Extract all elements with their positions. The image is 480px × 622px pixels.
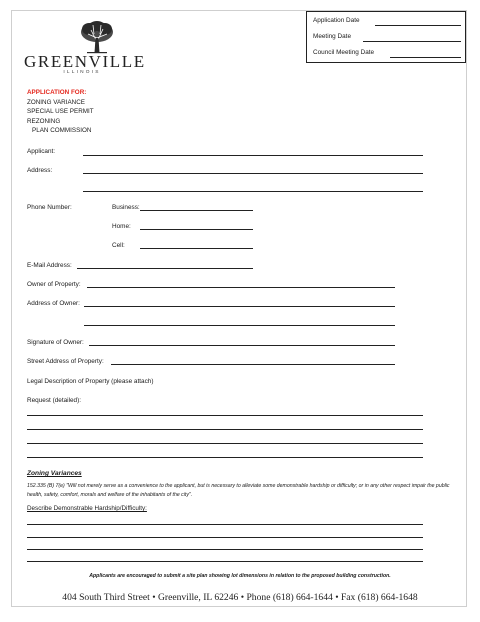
logo-subtitle: ILLINOIS (63, 70, 101, 75)
request-line-2[interactable] (27, 429, 423, 430)
application-date-row (313, 15, 465, 31)
business-phone-line[interactable] (140, 210, 253, 211)
option-special-use-permit[interactable]: SPECIAL USE PERMIT (27, 108, 94, 116)
signature-line[interactable] (89, 345, 395, 346)
site-plan-note: Applicants are encouraged to submit a site plan showing lot dimensions in relation to the proposed building construction. (89, 573, 391, 579)
street-address-label: Street Address of Property: (27, 358, 104, 365)
describe-hardship-label: Describe Demonstrable Hardship/Difficulty: (27, 505, 147, 512)
address-line-2[interactable] (83, 191, 423, 192)
business-phone-label: Business: (112, 204, 140, 211)
zoning-variances-title: Zoning Variances (27, 470, 82, 477)
signature-label: Signature of Owner: (27, 339, 84, 346)
council-meeting-date-line[interactable] (390, 57, 461, 58)
owner-address-label: Address of Owner: (27, 300, 80, 307)
application-date-line[interactable] (375, 25, 461, 26)
hardship-line-4[interactable] (27, 561, 423, 562)
option-rezoning[interactable]: REZONING (27, 117, 61, 125)
address-label: Address: (27, 167, 53, 174)
meeting-date-row (313, 31, 465, 47)
cell-phone-label: Cell: (112, 242, 125, 249)
application-date-label: Application Date (313, 17, 360, 24)
street-address-line[interactable] (111, 364, 395, 365)
tree-icon (79, 20, 115, 54)
option-zoning-variance[interactable]: ZONING VARIANCE (27, 98, 85, 106)
option-plan-commission[interactable]: PLAN COMMISSION (32, 127, 92, 135)
owner-label: Owner of Property: (27, 281, 81, 288)
home-phone-label: Home: (112, 223, 131, 230)
request-line-4[interactable] (27, 457, 423, 458)
legal-description-label: Legal Description of Property (please attach) (27, 378, 154, 385)
hardship-line-3[interactable] (27, 549, 423, 550)
request-label: Request (detailed): (27, 397, 81, 404)
logo-wordmark: GREENVILLE (24, 52, 146, 71)
phone-number-label: Phone Number: (27, 204, 72, 211)
request-line-1[interactable] (27, 415, 423, 416)
application-for-heading: APPLICATION FOR: (27, 89, 87, 96)
owner-address-line-2[interactable] (84, 325, 395, 326)
application-for-section (27, 88, 94, 136)
request-line-3[interactable] (27, 443, 423, 444)
cell-phone-line[interactable] (140, 248, 253, 249)
owner-line[interactable] (87, 287, 395, 288)
office-use-date-box (306, 11, 466, 63)
council-meeting-date-row (313, 47, 465, 63)
meeting-date-label: Meeting Date (313, 33, 352, 40)
council-meeting-date-label: Council Meeting Date (313, 49, 375, 56)
email-label: E-Mail Address: (27, 262, 72, 269)
home-phone-line[interactable] (140, 229, 253, 230)
footer-contact: 404 South Third Street • Greenville, IL 62246 • Phone (618) 664-1644 • Fax (618) 664-1648 (62, 592, 418, 603)
hardship-line-2[interactable] (27, 537, 423, 538)
hardship-line-1[interactable] (27, 524, 423, 525)
zoning-variances-text: 152.335 (B) 7(e) "Will not merely serve as a convenience to the applicant, but is necessary to alleviate some demonstrable hardship or difficulty; or in any other respect impair the public health, safety, comfort, morals and welfare of the inhabitants of the city". (27, 483, 450, 498)
applicant-label: Applicant: (27, 148, 56, 155)
owner-address-line-1[interactable] (84, 306, 395, 307)
greenville-logo (24, 20, 146, 80)
email-line[interactable] (77, 268, 253, 269)
applicant-line[interactable] (83, 155, 423, 156)
address-line-1[interactable] (83, 173, 423, 174)
meeting-date-line[interactable] (363, 41, 461, 42)
